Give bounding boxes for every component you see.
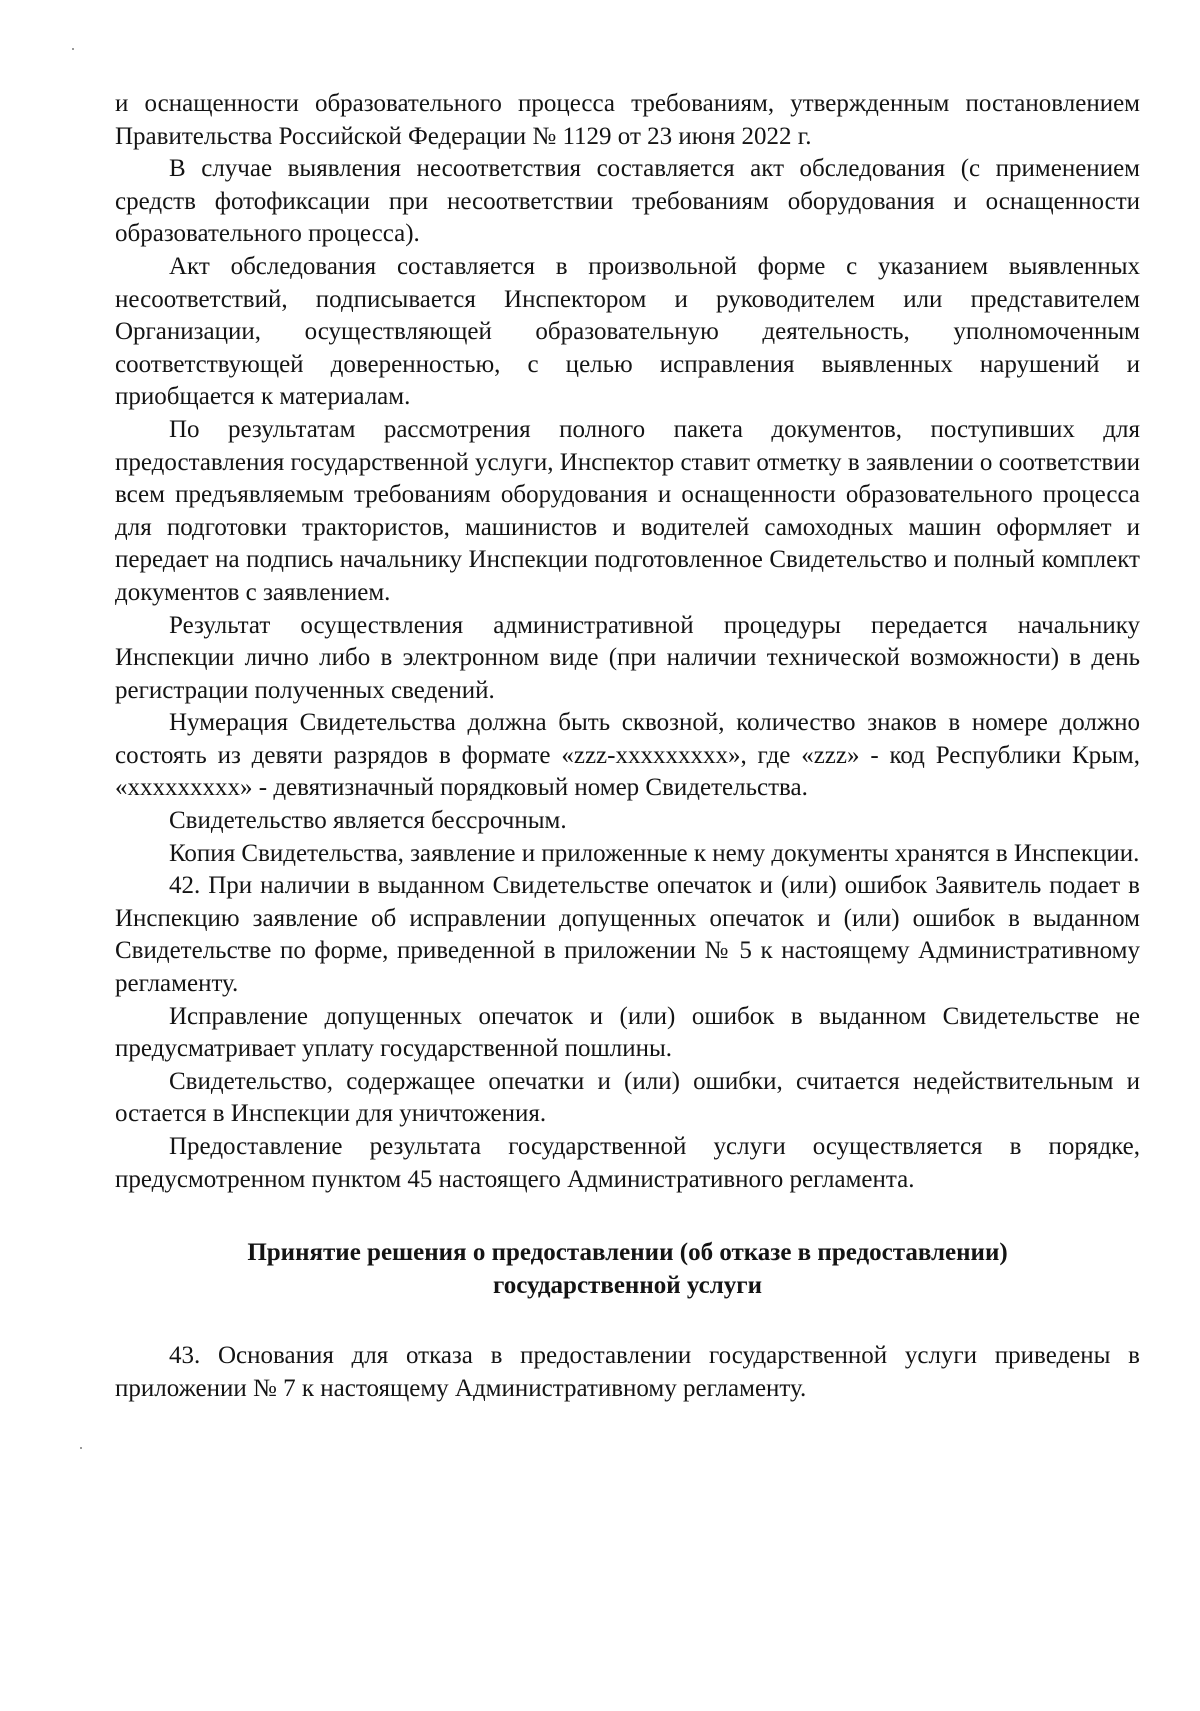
paragraph: Исправление допущенных опечаток и (или) ошибок в выданном Свидетельстве не предусматривает уплату государственной пошлины. [115, 1002, 1140, 1063]
paragraph: По результатам рассмотрения полного пакета документов, поступивших для предоставления государственной услуги, Инспектор ставит отметку в заявлении о соответствии всем предъявляемым требованиям оборудования и оснащенности образовательного процесса для подготовки трактористов, машинистов и водителей самоходных машин оформляет и передает на подпись начальнику Инспекции подготовленное Свидетельство и полный комплект документов с заявлением. [115, 415, 1140, 606]
section-heading-line-1: Принятие решения о предоставлении (об отказе в предоставлении) [247, 1239, 1008, 1267]
paragraph: Акт обследования составляется в произвольной форме с указанием выявленных несоответствий, подписывается Инспектором и руководителем или представителем Организации, осуществляющей образовательную деятельность, уполномоченным соответствующей доверенностью, с целью исправления выявленных нарушений и приобщается к материалам. [115, 252, 1140, 411]
paragraph: Свидетельство, содержащее опечатки и (или) ошибки, считается недействительным и остается в Инспекции для уничтожения. [115, 1067, 1140, 1128]
document-page [115, 88, 1140, 1405]
paragraph: 42. При наличии в выданном Свидетельстве опечаток и (или) ошибок Заявитель подает в Инспекцию заявление об исправлении допущенных опечаток и (или) ошибок в выданном Свидетельстве по форме, приведенной в приложении № 5 к настоящему Административному регламенту. [115, 872, 1140, 998]
section-heading-line-2: государственной услуги [492, 1272, 763, 1300]
paragraph: Результат осуществления административной процедуры передается начальнику Инспекции лично либо в электронном виде (при наличии технической возможности) в день регистрации полученных сведений. [115, 611, 1140, 704]
paragraph: Нумерация Свидетельства должна быть сквозной, количество знаков в номере должно состоять из девяти разрядов в формате «zzz-xxxxxxxxx», где «zzz» - код Республики Крым, «xxxxxxxxx» - девятизначный порядковый номер Свидетельства. [115, 709, 1140, 802]
scan-mark-bottom [80, 1447, 82, 1449]
section-heading [115, 1236, 1140, 1302]
scan-mark-top [72, 48, 74, 50]
paragraph: Копия Свидетельства, заявление и приложенные к нему документы хранятся в Инспекции. [169, 839, 1140, 867]
paragraph: 43. Основания для отказа в предоставлении государственной услуги приведены в приложении № 7 к настоящему Административному регламенту. [115, 1342, 1140, 1402]
paragraph: В случае выявления несоответствия составляется акт обследования (с применением средств фотофиксации при несоответствии требованиям оборудования и оснащенности образовательного процесса). [115, 155, 1140, 248]
paragraph: Предоставление результата государственной услуги осуществляется в порядке, предусмотренном пунктом 45 настоящего Административного регламента. [115, 1133, 1140, 1193]
paragraph: Свидетельство является бессрочным. [169, 807, 567, 835]
paragraph: и оснащенности образовательного процесса требованиям, утвержденным постановлением Правительства Российской Федерации № 1129 от 23 июня 2022 г. [115, 90, 1140, 150]
